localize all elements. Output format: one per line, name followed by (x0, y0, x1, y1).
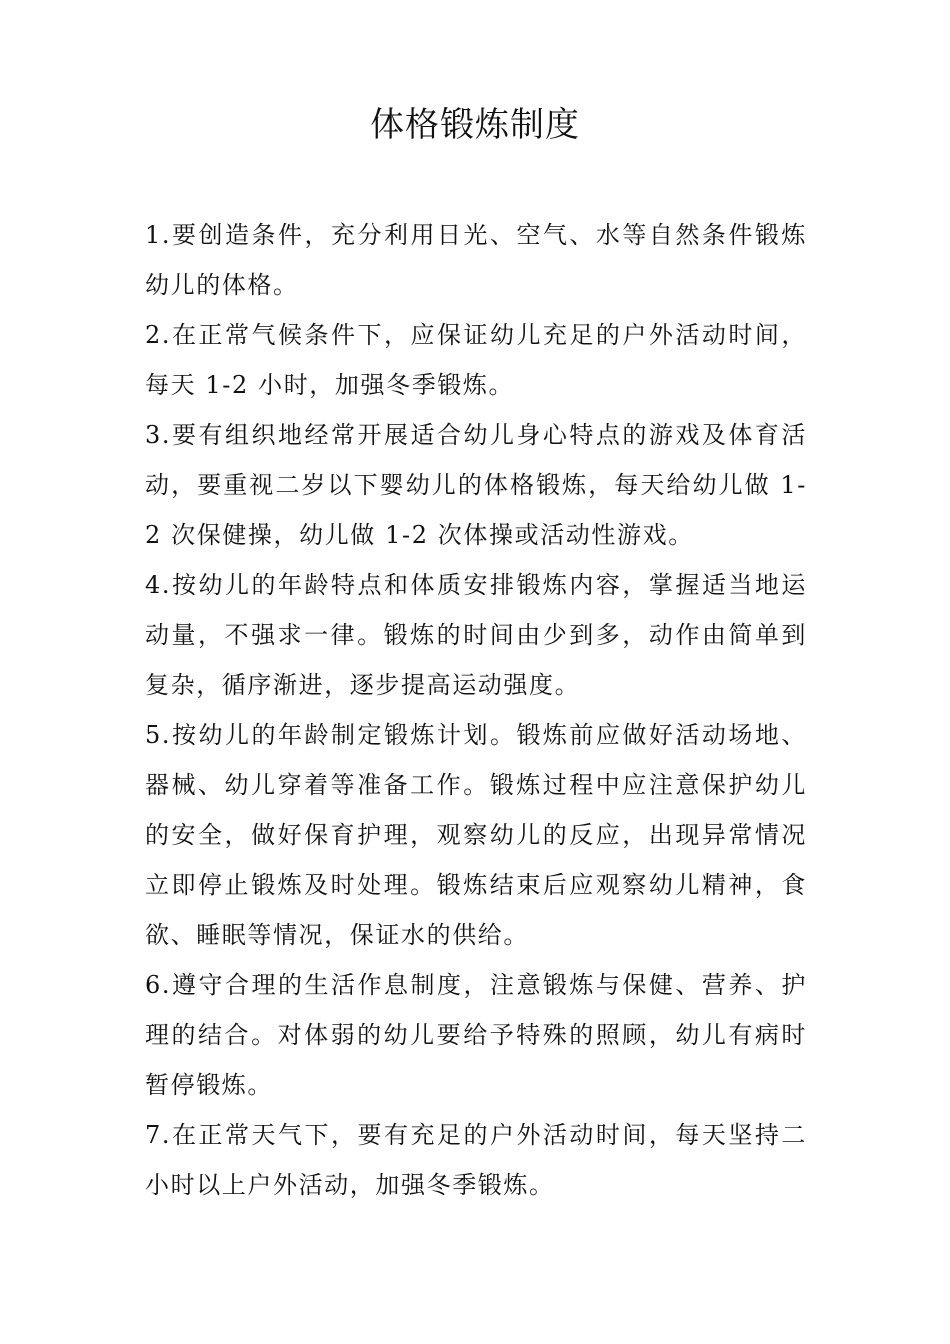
document-body (145, 210, 807, 1210)
document-title: 体格锻炼制度 (370, 105, 580, 145)
paragraph-7: 7.在正常天气下，要有充足的户外活动时间，每天坚持二小时以上户外活动，加强冬季锻炼。 (145, 1121, 807, 1199)
paragraph-2: 2.在正常气候条件下，应保证幼儿充足的户外活动时间，每天 1-2 小时，加强冬季锻炼。 (145, 321, 807, 399)
paragraph-6: 6.遵守合理的生活作息制度，注意锻炼与保健、营养、护理的结合。对体弱的幼儿要给予特殊的照顾，幼儿有病时暂停锻炼。 (145, 971, 807, 1099)
paragraph-1: 1.要创造条件，充分利用日光、空气、水等自然条件锻炼幼儿的体格。 (145, 221, 807, 299)
paragraph-4: 4.按幼儿的年龄特点和体质安排锻炼内容，掌握适当地运动量，不强求一律。锻炼的时间由少到多，动作由简单到复杂，循序渐进，逐步提高运动强度。 (145, 571, 807, 699)
paragraph-5: 5.按幼儿的年龄制定锻炼计划。锻炼前应做好活动场地、器械、幼儿穿着等准备工作。锻炼过程中应注意保护幼儿的安全，做好保育护理，观察幼儿的反应，出现异常情况立即停止锻炼及时处理。锻炼结束后应观察幼儿精神，食欲、睡眠等情况，保证水的供给。 (145, 721, 807, 949)
paragraph-3: 3.要有组织地经常开展适合幼儿身心特点的游戏及体育活动，要重视二岁以下婴幼儿的体格锻炼，每天给幼儿做 1-2 次保健操，幼儿做 1-2 次体操或活动性游戏。 (145, 421, 807, 549)
